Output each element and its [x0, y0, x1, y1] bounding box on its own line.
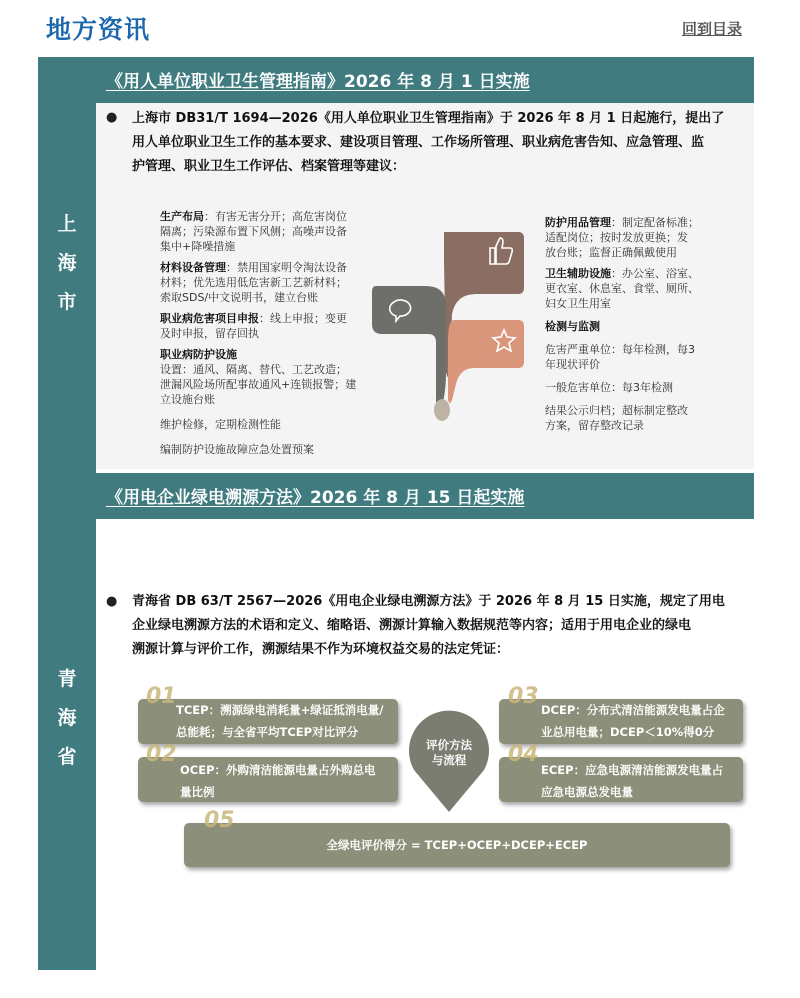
bullet-dot: ● — [106, 110, 118, 125]
region-label-shanghai: 上 海 市 — [57, 213, 77, 313]
step-number: 02 — [146, 742, 177, 767]
page-title: 地方资讯 — [46, 15, 151, 44]
speech-bubble-graphic — [368, 222, 552, 426]
step-number: 03 — [508, 684, 539, 709]
metric-pill-ocep: OCEP：外购清洁能源电量占外购总电 量比例 — [138, 757, 398, 802]
bullet-dot: ● — [106, 594, 118, 609]
step-number: 04 — [508, 742, 539, 767]
section2-intro: 青海省 DB 63/T 2567—2026《用电企业绿电溯源方法》于 2026 年 8 月 15 日实施，规定了用电 企业绿电溯源方法的术语和定义、缩略语、溯源计算输入数据规范等内容；适用于用电企业的绿电 溯源计算与评价工作，溯源结果不作为环境权益交易的法定凭证： — [132, 594, 725, 657]
section-heading-shanghai: 《用人单位职业卫生管理指南》2026 年 8 月 1 日实施 — [96, 57, 754, 103]
total-score-formula: 全绿电评价得分 = TCEP+OCEP+DCEP+ECEP — [184, 823, 730, 867]
metric-pill-dcep: DCEP：分布式清洁能源发电量占企 业总用电量；DCEP＜10%得0分 — [499, 699, 743, 744]
region-label-qinghai: 青 海 省 — [57, 668, 77, 768]
section-heading-qinghai: 《用电企业绿电溯源方法》2026 年 8 月 15 日起实施 — [96, 473, 754, 519]
section1-right-list: 防护用品管理：制定配备标准； 适配岗位；按时发放更换；发 放台账；监督正确佩戴使用 卫生辅助设施：办公室、浴室、 更衣室、休息室、食堂、厕所、 妇女卫生用室 检测与监测 危害严重单位：每年检测，每3 年现状评价 一般危害单位：每3年检测 结果公示归档；超标制定整改 方案，留存整改记录 — [545, 216, 699, 432]
region-sidebar — [38, 57, 96, 970]
metric-pill-ecep: ECEP：应急电源清洁能源发电量占 应急电源总发电量 — [499, 757, 743, 802]
step-number: 01 — [146, 684, 177, 709]
back-to-contents-link[interactable]: 回到目录 — [682, 20, 743, 38]
section1-intro: 上海市 DB31/T 1694—2026《用人单位职业卫生管理指南》于 2026 年 8 月 1 日起施行，提出了 用人单位职业卫生工作的基本要求、建设项目管理、工作场所管理、职业病危害告知、应急管理、监 护管理、职业卫生工作评估、档案管理等建议： — [132, 111, 725, 174]
step-number: 05 — [204, 808, 235, 833]
method-label: 评价方法 与流程 — [426, 738, 472, 767]
metric-pill-tcep: TCEP：溯源绿电消耗量+绿证抵消电量/ 总能耗；与全省平均TCEP对比评分 — [138, 699, 398, 744]
section1-left-list: 生产布局：有害无害分开；高危害岗位 隔离；污染源布置下风侧；高噪声设备 集中+降噪措施 材料设备管理：禁用国家明令淘汰设备 材料；优先选用低危害新工艺新材料； 索取SDS/中文说明书，建立台账 职业病危害项目申报：线上申报；变更 及时申报，留存回执 职业病防护设施 设置：通风、隔离、替代、工艺改造； 泄漏风险场所配事故通风+连锁报警；建 立设施台账 维护检修，定期检测性能 编制防护设施故障应急处置预案 — [160, 210, 357, 456]
